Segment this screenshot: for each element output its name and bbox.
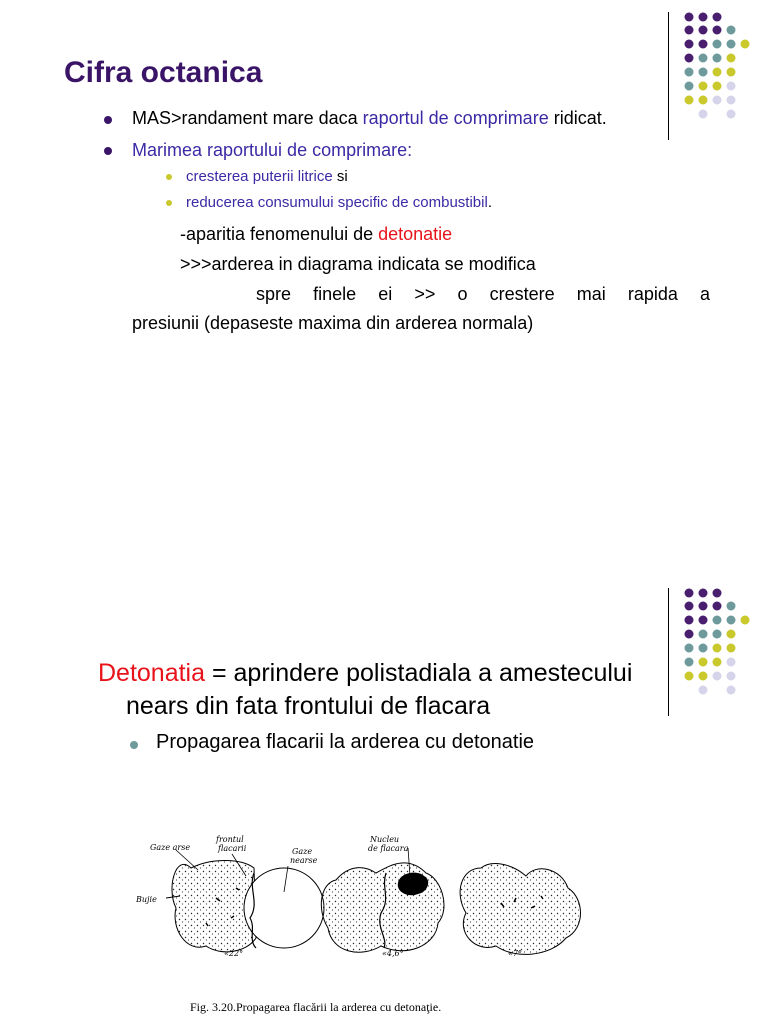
keyword-detonatia: Detonatia — [98, 659, 206, 687]
highlight-raport: raportul de comprimare — [362, 108, 549, 128]
sub-bullet-suffix: si — [332, 168, 348, 185]
sub-bullet-dot — [166, 200, 172, 206]
line-spre-finele — [132, 284, 710, 305]
label-angle-1: «22° — [224, 949, 244, 958]
label-gaze-arse: Gaze arse — [150, 843, 191, 852]
flame-propagation-figure — [136, 828, 596, 968]
label-flacarii: flacarii — [218, 844, 247, 853]
label-angle-3: «7° — [508, 949, 522, 958]
keyword-detonatie: detonatie — [378, 224, 453, 244]
sub-bullet-suffix: . — [487, 194, 492, 211]
line-presiunii: presiunii (depaseste maxima din arderea normala) — [132, 313, 534, 333]
line-text: spre finele ei >> o crestere mai rapida a — [256, 284, 710, 304]
bullet-text-end: ridicat. — [548, 108, 607, 128]
heading-line2: nears din fata frontului de flacara — [126, 692, 491, 720]
label-angle-2: «4,6° — [382, 949, 404, 958]
bullet-mas-randament — [132, 108, 607, 129]
heading-detonatia — [98, 659, 632, 688]
combustion-stage-1 — [166, 850, 324, 952]
combustion-stage-3 — [460, 864, 580, 955]
bullet-text: MAS>randament mare daca — [132, 108, 363, 128]
bullet-marimea: Marimea raportului de comprimare: — [132, 140, 413, 160]
sub-bullet-putere — [186, 168, 348, 185]
divider-line-bottom — [668, 588, 669, 716]
decorative-dot-grid-bottom — [680, 584, 768, 704]
bullet-dot — [130, 741, 138, 749]
label-bujie: Bujie — [136, 895, 157, 904]
combustion-stage-2 — [321, 848, 444, 952]
heading-text: = aprindere polistadiala a amestecului — [205, 659, 633, 687]
figure-caption: Fig. 3.20.Propagarea flacării la arderea cu detonaţie. — [190, 1000, 442, 1014]
decorative-dot-grid-top — [680, 8, 768, 128]
line-detonatie — [180, 224, 452, 245]
label-gaze: Gaze — [292, 847, 313, 856]
bullet-dot — [104, 116, 112, 124]
label-frontul: frontul — [216, 835, 244, 844]
label-nucleu: Nucleu — [370, 835, 400, 844]
divider-line-top — [668, 12, 669, 140]
label-de-flacara: de flacara — [368, 844, 409, 853]
line-text: -aparitia fenomenului de — [180, 224, 379, 244]
sub-bullet-text: reducerea consumului specific de combustibil — [186, 194, 488, 211]
bullet-dot — [104, 147, 112, 155]
sub-bullet-consum — [186, 194, 492, 211]
line-arderea: >>>arderea in diagrama indicata se modifica — [180, 254, 536, 274]
label-nearse: nearse — [290, 856, 318, 865]
sub-bullet-dot — [166, 174, 172, 180]
bullet-propagarea: Propagarea flacarii la arderea cu detonatie — [156, 731, 535, 753]
slide-title: Cifra octanica — [64, 56, 263, 89]
sub-bullet-text: cresterea puterii litrice — [186, 168, 333, 185]
